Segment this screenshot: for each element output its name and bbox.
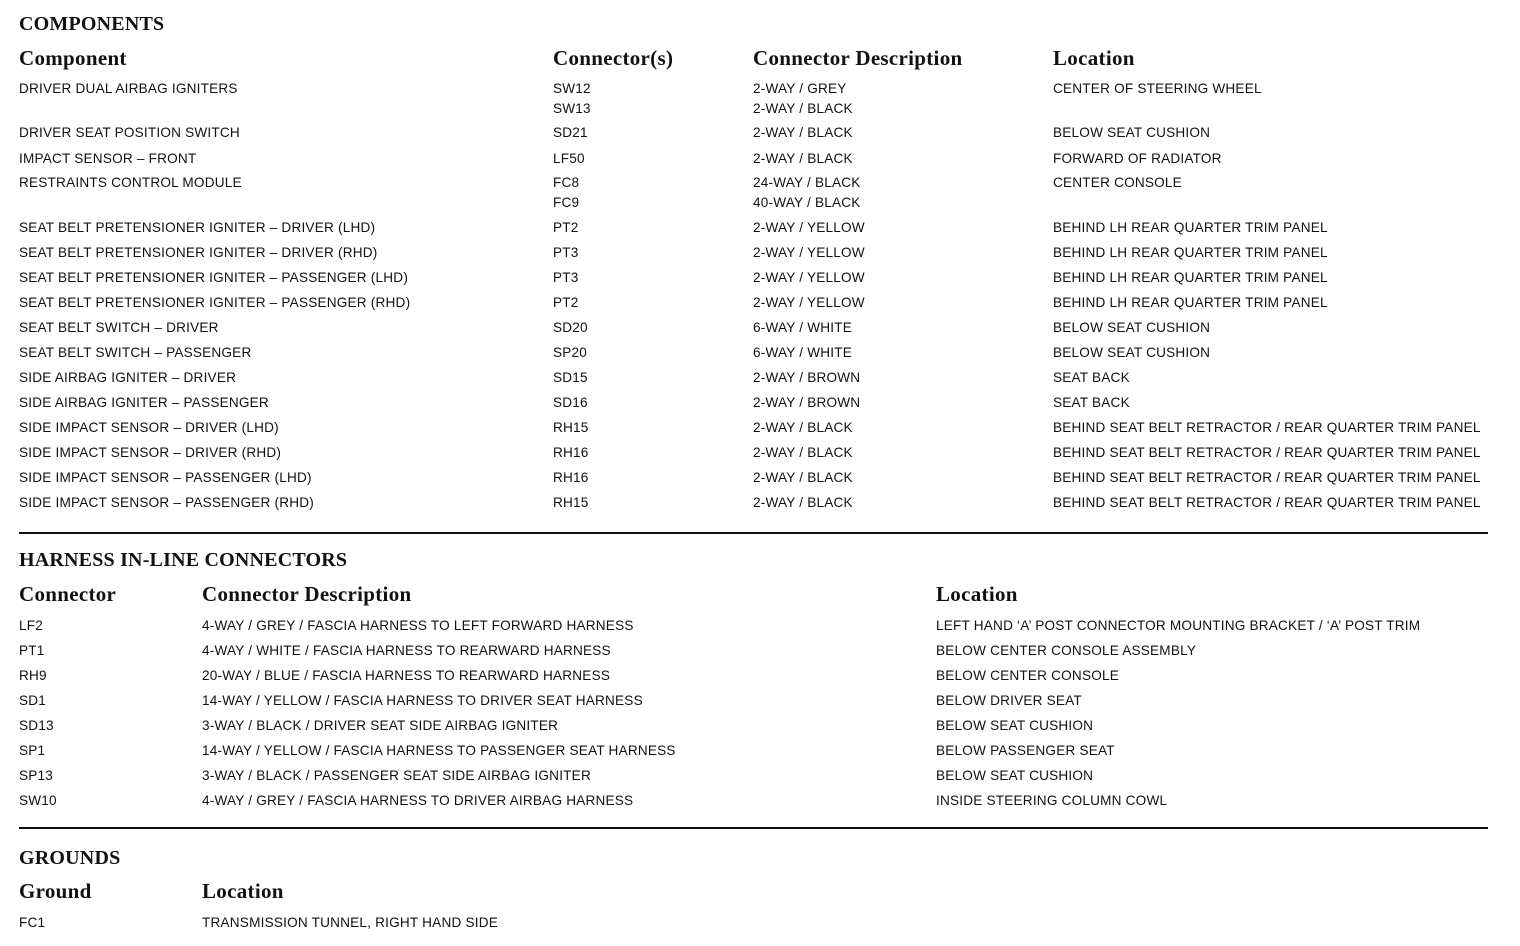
connector-id: PT3 <box>553 270 579 285</box>
component-location: FORWARD OF RADIATOR <box>1053 151 1222 166</box>
connector-id: SP13 <box>19 768 54 783</box>
table-row <box>19 149 1489 169</box>
connector-description: 40-WAY / BLACK <box>753 195 861 210</box>
component-location: BEHIND SEAT BELT RETRACTOR / REAR QUARTER TRIM PANEL <box>1053 445 1481 460</box>
connector-location: BELOW DRIVER SEAT <box>936 693 1082 708</box>
table-row <box>19 173 1489 213</box>
connector-id: SW10 <box>19 793 57 808</box>
table-row <box>19 368 1489 388</box>
connector-description: 3-WAY / BLACK / DRIVER SEAT SIDE AIRBAG IGNITER <box>202 718 559 733</box>
connector-description: 24-WAY / BLACK <box>753 175 861 190</box>
connector-description: 6-WAY / WHITE <box>753 320 853 335</box>
table-row <box>19 716 1489 736</box>
harness-column-headers <box>19 579 1489 609</box>
component-name: DRIVER SEAT POSITION SWITCH <box>19 125 240 140</box>
connector-description: 2-WAY / BROWN <box>753 370 861 385</box>
table-row <box>19 123 1489 143</box>
connector-description: 14-WAY / YELLOW / FASCIA HARNESS TO PASSENGER SEAT HARNESS <box>202 743 676 758</box>
table-row <box>19 318 1489 338</box>
component-name: SIDE IMPACT SENSOR – DRIVER (LHD) <box>19 420 279 435</box>
connector-description: 2-WAY / BLACK <box>753 125 853 140</box>
connector-description: 2-WAY / BLACK <box>753 101 853 116</box>
component-location: BEHIND LH REAR QUARTER TRIM PANEL <box>1053 245 1328 260</box>
component-location: BEHIND LH REAR QUARTER TRIM PANEL <box>1053 220 1328 235</box>
connector-id: SW12 <box>553 81 591 96</box>
connector-description: 2-WAY / YELLOW <box>753 270 865 285</box>
ground-location: TRANSMISSION TUNNEL, RIGHT HAND SIDE <box>202 915 498 930</box>
component-location: BEHIND LH REAR QUARTER TRIM PANEL <box>1053 270 1328 285</box>
header-component: Component <box>19 46 127 70</box>
connector-description: 4-WAY / GREY / FASCIA HARNESS TO DRIVER AIRBAG HARNESS <box>202 793 634 808</box>
connector-description: 3-WAY / BLACK / PASSENGER SEAT SIDE AIRBAG IGNITER <box>202 768 591 783</box>
connector-id: PT2 <box>553 295 579 310</box>
connector-description: 20-WAY / BLUE / FASCIA HARNESS TO REARWARD HARNESS <box>202 668 611 683</box>
connector-description: 2-WAY / YELLOW <box>753 295 865 310</box>
connector-description: 14-WAY / YELLOW / FASCIA HARNESS TO DRIVER SEAT HARNESS <box>202 693 643 708</box>
component-location: BELOW SEAT CUSHION <box>1053 125 1211 140</box>
connector-location: INSIDE STEERING COLUMN COWL <box>936 793 1168 808</box>
table-row <box>19 393 1489 413</box>
table-row <box>19 691 1489 711</box>
connector-id: LF2 <box>19 618 44 633</box>
connector-id: SD15 <box>553 370 588 385</box>
connector-location: BELOW SEAT CUSHION <box>936 768 1094 783</box>
connector-id: SD1 <box>19 693 47 708</box>
connector-location: BELOW CENTER CONSOLE <box>936 668 1120 683</box>
component-name: SEAT BELT SWITCH – DRIVER <box>19 320 219 335</box>
connector-id: SD13 <box>19 718 54 733</box>
component-name: SEAT BELT PRETENSIONER IGNITER – DRIVER (RHD) <box>19 245 378 260</box>
table-row <box>19 418 1489 438</box>
component-location: CENTER OF STEERING WHEEL <box>1053 81 1262 96</box>
header-connector: Connector <box>19 582 117 606</box>
table-row <box>19 913 1489 933</box>
connector-id: PT3 <box>553 245 579 260</box>
component-location: BEHIND LH REAR QUARTER TRIM PANEL <box>1053 295 1328 310</box>
connector-id: RH15 <box>553 495 589 510</box>
component-name: SIDE IMPACT SENSOR – PASSENGER (LHD) <box>19 470 312 485</box>
connector-id: PT2 <box>553 220 579 235</box>
table-row <box>19 616 1489 636</box>
component-location: BEHIND SEAT BELT RETRACTOR / REAR QUARTER TRIM PANEL <box>1053 470 1481 485</box>
component-location: SEAT BACK <box>1053 395 1130 410</box>
connector-description: 2-WAY / GREY <box>753 81 847 96</box>
component-name: RESTRAINTS CONTROL MODULE <box>19 175 242 190</box>
header-connectors: Connector(s) <box>553 46 674 70</box>
component-name: SIDE AIRBAG IGNITER – PASSENGER <box>19 395 269 410</box>
header-connector-description: Connector Description <box>753 46 963 70</box>
connector-id: RH15 <box>553 420 589 435</box>
connector-id: SD21 <box>553 125 588 140</box>
connector-description: 2-WAY / BLACK <box>753 470 853 485</box>
connector-description: 2-WAY / YELLOW <box>753 245 865 260</box>
table-row <box>19 791 1489 811</box>
table-row <box>19 343 1489 363</box>
header-location: Location <box>936 582 1018 606</box>
components-column-headers <box>19 43 1489 73</box>
table-row <box>19 79 1489 119</box>
table-row <box>19 293 1489 313</box>
table-row <box>19 641 1489 661</box>
connector-description: 2-WAY / BLACK <box>753 420 853 435</box>
connector-id: SP1 <box>19 743 46 758</box>
component-name: SIDE AIRBAG IGNITER – DRIVER <box>19 370 237 385</box>
connector-location: BELOW SEAT CUSHION <box>936 718 1094 733</box>
connector-id: FC8 <box>553 175 580 190</box>
component-name: DRIVER DUAL AIRBAG IGNITERS <box>19 81 238 96</box>
connector-description: 4-WAY / WHITE / FASCIA HARNESS TO REARWARD HARNESS <box>202 643 611 658</box>
component-name: SIDE IMPACT SENSOR – DRIVER (RHD) <box>19 445 282 460</box>
connector-id: SD20 <box>553 320 588 335</box>
component-location: BEHIND SEAT BELT RETRACTOR / REAR QUARTER TRIM PANEL <box>1053 420 1481 435</box>
table-row <box>19 493 1489 513</box>
component-name: SEAT BELT PRETENSIONER IGNITER – PASSENGER (LHD) <box>19 270 409 285</box>
section-divider <box>19 532 1488 534</box>
table-row <box>19 666 1489 686</box>
connector-id: RH16 <box>553 445 589 460</box>
component-location: BELOW SEAT CUSHION <box>1053 345 1211 360</box>
component-location: CENTER CONSOLE <box>1053 175 1182 190</box>
component-name: SEAT BELT SWITCH – PASSENGER <box>19 345 252 360</box>
connector-description: 6-WAY / WHITE <box>753 345 853 360</box>
connector-id: LF50 <box>553 151 585 166</box>
table-row <box>19 243 1489 263</box>
connector-id: RH9 <box>19 668 47 683</box>
table-row <box>19 218 1489 238</box>
connector-id: SP20 <box>553 345 588 360</box>
connector-description: 2-WAY / BLACK <box>753 151 853 166</box>
connector-description: 2-WAY / BLACK <box>753 495 853 510</box>
grounds-column-headers <box>19 876 1489 906</box>
connector-description: 2-WAY / BLACK <box>753 445 853 460</box>
connector-location: LEFT HAND ‘A’ POST CONNECTOR MOUNTING BRACKET / ‘A’ POST TRIM <box>936 618 1421 633</box>
table-row <box>19 741 1489 761</box>
connector-description: 2-WAY / BROWN <box>753 395 861 410</box>
table-row <box>19 468 1489 488</box>
table-row <box>19 268 1489 288</box>
connector-id: SW13 <box>553 101 591 116</box>
header-location: Location <box>202 879 284 903</box>
header-location: Location <box>1053 46 1135 70</box>
components-section-title: COMPONENTS <box>19 13 165 35</box>
table-row <box>19 766 1489 786</box>
ground-id: FC1 <box>19 915 46 930</box>
header-connector-description: Connector Description <box>202 582 412 606</box>
connector-description: 4-WAY / GREY / FASCIA HARNESS TO LEFT FORWARD HARNESS <box>202 618 634 633</box>
component-name: SEAT BELT PRETENSIONER IGNITER – PASSENGER (RHD) <box>19 295 411 310</box>
component-location: SEAT BACK <box>1053 370 1130 385</box>
component-name: SEAT BELT PRETENSIONER IGNITER – DRIVER (LHD) <box>19 220 376 235</box>
header-ground: Ground <box>19 879 92 903</box>
section-divider <box>19 827 1488 829</box>
connector-id: RH16 <box>553 470 589 485</box>
connector-id: FC9 <box>553 195 580 210</box>
connector-description: 2-WAY / YELLOW <box>753 220 865 235</box>
grounds-section-title: GROUNDS <box>19 847 121 869</box>
component-location: BEHIND SEAT BELT RETRACTOR / REAR QUARTER TRIM PANEL <box>1053 495 1481 510</box>
table-row <box>19 443 1489 463</box>
component-name: SIDE IMPACT SENSOR – PASSENGER (RHD) <box>19 495 314 510</box>
connector-location: BELOW CENTER CONSOLE ASSEMBLY <box>936 643 1197 658</box>
connector-id: PT1 <box>19 643 45 658</box>
component-name: IMPACT SENSOR – FRONT <box>19 151 197 166</box>
harness-section-title: HARNESS IN-LINE CONNECTORS <box>19 549 348 571</box>
component-location: BELOW SEAT CUSHION <box>1053 320 1211 335</box>
connector-location: BELOW PASSENGER SEAT <box>936 743 1115 758</box>
connector-id: SD16 <box>553 395 588 410</box>
